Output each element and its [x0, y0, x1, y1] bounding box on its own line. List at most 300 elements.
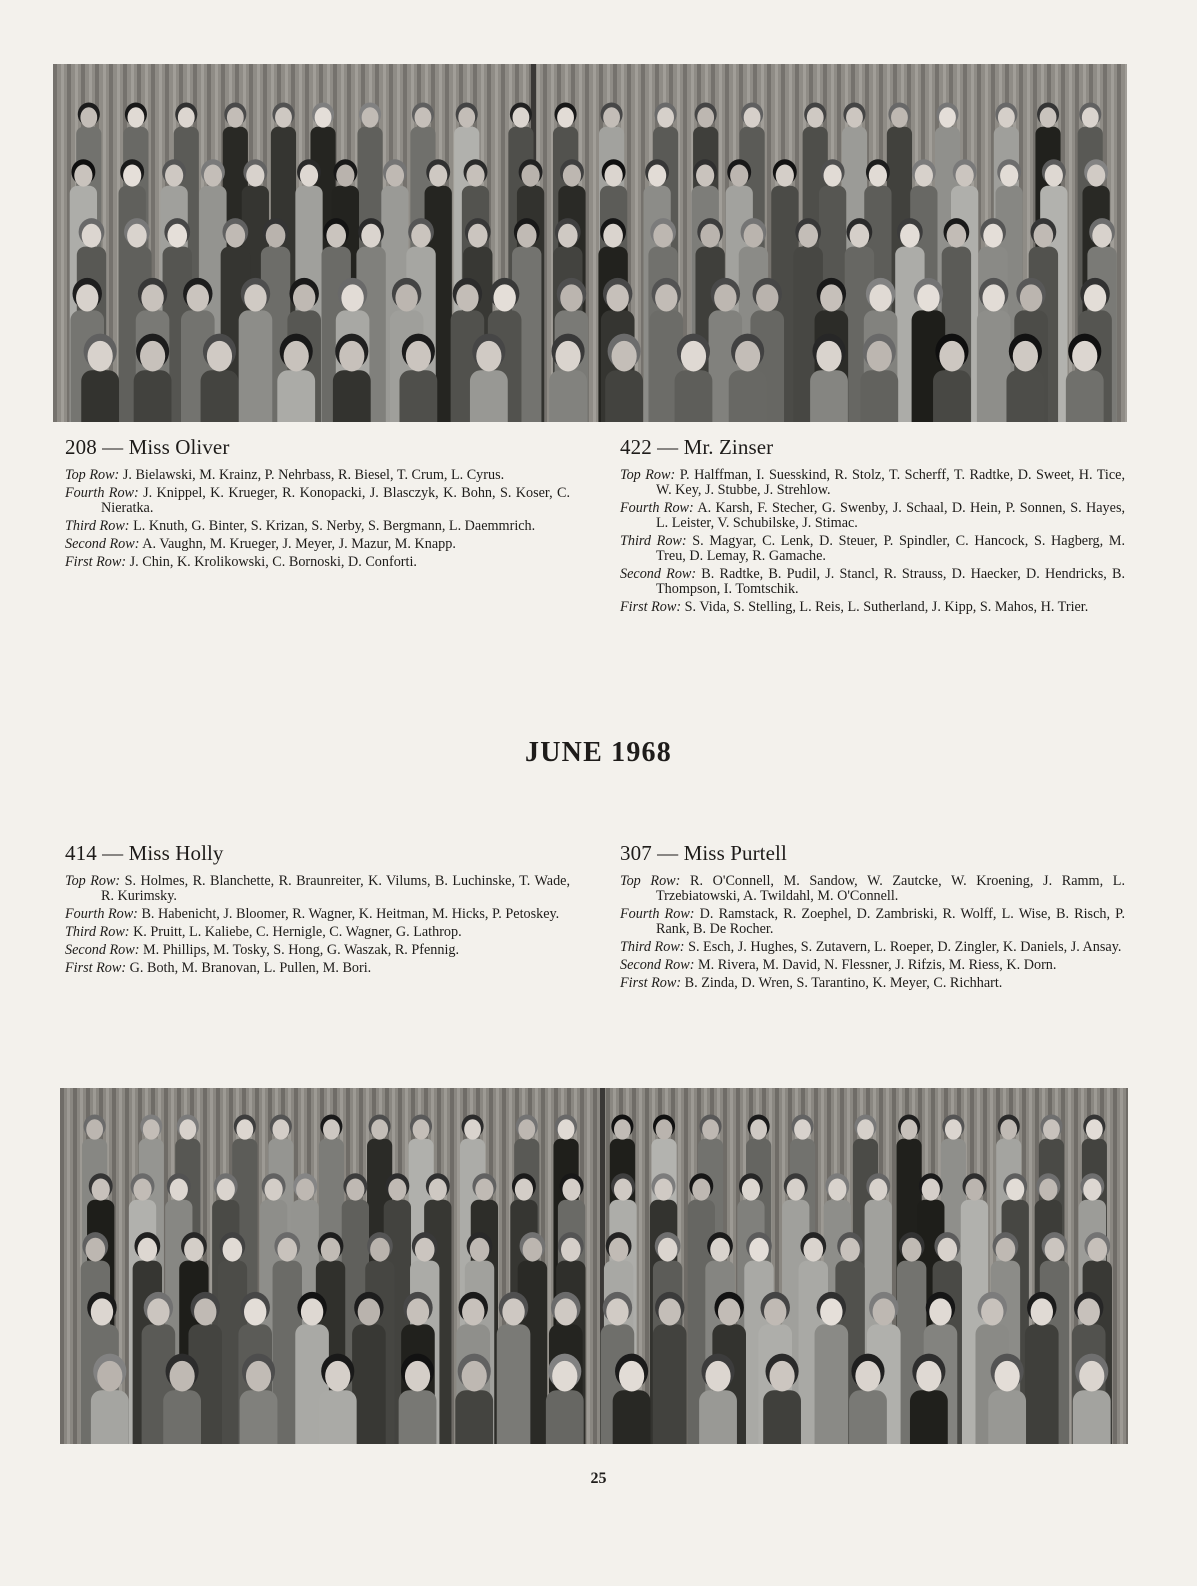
row-second — [620, 567, 1125, 597]
student-face — [1087, 1238, 1107, 1262]
student-face — [561, 1238, 581, 1262]
student-face — [603, 224, 623, 248]
row-label: Fourth Row: — [65, 485, 139, 501]
student-figure — [240, 1390, 278, 1444]
student-face — [388, 1179, 406, 1201]
student-face — [395, 284, 417, 311]
student-face — [502, 1298, 524, 1325]
student-face — [128, 107, 145, 127]
student-face — [654, 1179, 672, 1201]
student-face — [415, 107, 432, 127]
student-face — [515, 1179, 533, 1201]
student-face — [744, 224, 764, 248]
student-face — [692, 1179, 710, 1201]
student-face — [413, 1119, 430, 1139]
row-names: R. O'Connell, M. Sandow, W. Zautcke, W. Kroening, J. Ramm, L. Trzebiatowski, A. Twildahl, M. O'Connell. — [656, 873, 1125, 904]
student-face — [277, 1238, 297, 1262]
student-face — [301, 1298, 323, 1325]
student-face — [873, 1298, 895, 1325]
student-face — [705, 1361, 730, 1392]
student-face — [557, 107, 574, 127]
student-face — [1045, 1238, 1065, 1262]
student-face — [336, 165, 354, 187]
student-face — [855, 1361, 880, 1392]
row-label: Fourth Row: — [65, 906, 138, 922]
student-face — [244, 1298, 266, 1325]
student-face — [184, 1238, 204, 1262]
student-figure — [91, 1390, 129, 1444]
student-face — [321, 1238, 341, 1262]
student-face — [945, 1119, 962, 1139]
student-face — [869, 165, 887, 187]
student-face — [521, 165, 539, 187]
row-fourth — [65, 907, 570, 922]
student-face — [653, 224, 673, 248]
row-names: S. Vida, S. Stelling, L. Reis, L. Sutherland, J. Kipp, S. Mahos, H. Trier. — [684, 599, 1089, 615]
class-photo-bottom — [60, 1088, 1128, 1444]
student-face — [1072, 341, 1097, 372]
student-face — [603, 107, 620, 127]
row-names: D. Ramstack, R. Zoephel, D. Zambriski, R. Wolff, L. Wise, B. Risch, P. Rank, B. De Rocher. — [656, 906, 1126, 937]
student-face — [407, 1298, 429, 1325]
student-face — [227, 107, 244, 127]
student-figure — [1066, 370, 1104, 422]
student-figure — [277, 370, 315, 422]
student-face — [1000, 165, 1018, 187]
student-face — [386, 165, 404, 187]
student-face — [891, 107, 908, 127]
caption-heading: 422 — Mr. Zinser — [620, 435, 774, 459]
student-face — [869, 1179, 887, 1201]
student-face — [939, 107, 956, 127]
student-figure — [319, 1390, 357, 1444]
student-figure — [849, 1390, 887, 1444]
student-figure — [763, 1390, 801, 1444]
row-first — [65, 961, 570, 976]
student-face — [1083, 1179, 1101, 1201]
student-face — [346, 1179, 364, 1201]
row-second — [65, 537, 570, 552]
student-face — [82, 224, 102, 248]
student-face — [1020, 284, 1042, 311]
student-face — [648, 165, 666, 187]
page-title: JUNE 1968 — [525, 737, 672, 768]
student-face — [244, 284, 266, 311]
student-figure — [399, 370, 437, 422]
row-names: A. Karsh, F. Stecher, G. Swenby, J. Schaal, D. Hein, P. Sonnen, S. Hayes, L. Leister, V. Schubilske, J. Stimac. — [656, 500, 1126, 531]
student-face — [91, 1298, 113, 1325]
student-face — [702, 1119, 719, 1139]
row-third — [65, 519, 570, 534]
student-face — [656, 1119, 673, 1139]
student-face — [981, 1298, 1003, 1325]
student-figure — [352, 1324, 386, 1444]
student-face — [735, 341, 760, 372]
student-face — [929, 1298, 951, 1325]
student-face — [272, 1119, 289, 1139]
row-label: First Row: — [65, 960, 127, 976]
student-face — [750, 1119, 767, 1139]
student-face — [756, 284, 778, 311]
row-names: J. Chin, K. Krolikowski, C. Bornoski, D. Conforti. — [129, 554, 417, 570]
row-names: L. Knuth, G. Binter, S. Krizan, S. Nerby, S. Bergmann, L. Daemmrich. — [133, 518, 536, 534]
student-figure — [605, 370, 643, 422]
row-third — [65, 925, 570, 940]
student-face — [362, 107, 379, 127]
student-face — [563, 165, 581, 187]
student-face — [1087, 165, 1105, 187]
student-face — [555, 1298, 577, 1325]
student-face — [922, 1179, 940, 1201]
student-face — [1043, 1119, 1060, 1139]
student-face — [415, 1238, 435, 1262]
caption-heading: 307 — Miss Purtell — [620, 841, 787, 865]
student-face — [97, 1361, 122, 1392]
row-names: G. Both, M. Branovan, L. Pullen, M. Bori. — [129, 960, 372, 976]
student-face — [456, 284, 478, 311]
row-names: S. Holmes, R. Blanchette, R. Braunreiter, K. Vilums, B. Luchinske, T. Wade, R. Kurimsky. — [101, 873, 571, 904]
student-face — [1013, 341, 1038, 372]
student-face — [468, 224, 488, 248]
student-face — [1078, 1298, 1100, 1325]
student-face — [358, 1298, 380, 1325]
row-label: First Row: — [620, 975, 682, 991]
row-names: M. Rivera, M. David, N. Flessner, J. Rifzis, M. Riess, K. Dorn. — [698, 957, 1057, 973]
row-third — [620, 534, 1125, 564]
student-figure — [810, 370, 848, 422]
student-face — [80, 107, 97, 127]
student-face — [429, 1179, 447, 1201]
student-face — [965, 1179, 983, 1201]
student-face — [659, 1298, 681, 1325]
student-figure — [201, 370, 239, 422]
student-figure — [134, 370, 172, 422]
class-photo-top — [53, 64, 1127, 422]
student-face — [697, 107, 714, 127]
student-face — [127, 224, 147, 248]
student-face — [560, 284, 582, 311]
student-face — [275, 107, 292, 127]
student-face — [406, 341, 431, 372]
student-face — [718, 1298, 740, 1325]
student-face — [1084, 284, 1106, 311]
student-face — [86, 1238, 106, 1262]
student-face — [605, 165, 623, 187]
student-face — [937, 1238, 957, 1262]
student-figure — [860, 370, 898, 422]
student-face — [370, 1238, 390, 1262]
student-figure — [729, 370, 767, 422]
student-face — [769, 1361, 794, 1392]
student-figure — [163, 1390, 201, 1444]
student-face — [523, 1238, 543, 1262]
student-face — [293, 284, 315, 311]
student-face — [296, 1179, 314, 1201]
student-face — [1092, 224, 1112, 248]
row-fourth — [620, 501, 1125, 531]
student-face — [207, 341, 232, 372]
row-names: A. Vaughn, M. Krueger, J. Meyer, J. Mazur, M. Knapp. — [142, 536, 456, 552]
student-face — [147, 1298, 169, 1325]
caption-422-zinser — [620, 434, 1125, 618]
student-face — [405, 1361, 430, 1392]
student-figure — [988, 1390, 1026, 1444]
row-label: Top Row: — [65, 873, 121, 889]
student-figure — [815, 1324, 849, 1444]
student-face — [828, 1179, 846, 1201]
row-label: Third Row: — [620, 533, 687, 549]
student-figure — [549, 370, 587, 422]
student-face — [167, 224, 187, 248]
student-face — [614, 1179, 632, 1201]
row-label: Top Row: — [620, 467, 676, 483]
row-label: Second Row: — [65, 942, 140, 958]
student-face — [714, 284, 736, 311]
student-face — [657, 107, 674, 127]
student-face — [266, 224, 286, 248]
student-face — [1031, 1298, 1053, 1325]
student-face — [165, 165, 183, 187]
student-figure — [497, 1324, 531, 1444]
student-face — [655, 284, 677, 311]
student-face — [710, 1238, 730, 1262]
student-face — [816, 341, 841, 372]
student-face — [798, 224, 818, 248]
row-label: Third Row: — [65, 518, 130, 534]
student-face — [138, 1238, 158, 1262]
student-face — [696, 165, 714, 187]
student-face — [730, 165, 748, 187]
student-face — [339, 341, 364, 372]
student-face — [1040, 107, 1057, 127]
student-face — [776, 165, 794, 187]
row-names: B. Radtke, B. Pudil, J. Stancl, R. Strauss, D. Haecker, D. Hendricks, B. Thompson, I. Tomtschik. — [656, 566, 1126, 597]
student-face — [982, 284, 1004, 311]
student-figure — [1006, 370, 1044, 422]
row-first — [65, 555, 570, 570]
student-figure — [910, 1390, 948, 1444]
student-face — [995, 1361, 1020, 1392]
student-figure — [675, 370, 713, 422]
student-figure — [977, 310, 1011, 422]
student-face — [341, 284, 363, 311]
row-names: S. Esch, J. Hughes, S. Zutavern, L. Roeper, D. Zingler, K. Daniels, J. Ansay. — [688, 939, 1122, 955]
student-face — [140, 341, 165, 372]
student-face — [1034, 224, 1054, 248]
student-face — [143, 1119, 160, 1139]
caption-307-purtell — [620, 840, 1125, 994]
student-face — [681, 341, 706, 372]
row-second — [620, 958, 1125, 973]
student-face — [742, 1179, 760, 1201]
row-label: Fourth Row: — [620, 500, 694, 516]
student-face — [194, 1298, 216, 1325]
student-face — [915, 165, 933, 187]
class-photo-bottom-illustration — [60, 1088, 1128, 1444]
row-label: Top Row: — [65, 467, 120, 483]
student-figure — [239, 310, 273, 422]
student-face — [411, 224, 431, 248]
student-face — [820, 284, 842, 311]
row-fourth — [65, 486, 570, 516]
caption-heading: 414 — Miss Holly — [65, 841, 224, 865]
student-face — [619, 1361, 644, 1392]
student-face — [170, 1361, 195, 1392]
student-face — [804, 1238, 824, 1262]
student-face — [658, 1238, 678, 1262]
student-face — [187, 284, 209, 311]
student-face — [558, 1119, 575, 1139]
student-face — [92, 1179, 110, 1201]
student-face — [475, 1179, 493, 1201]
student-face — [820, 1298, 842, 1325]
student-face — [74, 165, 92, 187]
student-face — [513, 107, 530, 127]
row-first — [620, 600, 1125, 615]
student-figure — [1073, 1390, 1111, 1444]
student-figure — [653, 1324, 687, 1444]
row-label: First Row: — [65, 554, 127, 570]
row-third — [620, 940, 1125, 955]
student-face — [606, 284, 628, 311]
student-face — [371, 1119, 388, 1139]
student-face — [246, 1361, 271, 1392]
row-label: Fourth Row: — [620, 906, 695, 922]
student-face — [900, 224, 920, 248]
row-names: J. Knippel, K. Krueger, R. Konopacki, J. Blasczyk, K. Bohn, S. Koser, C. Nieratka. — [101, 485, 570, 516]
student-face — [606, 1298, 628, 1325]
student-face — [141, 284, 163, 311]
student-face — [323, 1119, 340, 1139]
student-face — [1000, 1119, 1017, 1139]
student-face — [917, 284, 939, 311]
student-face — [1006, 1179, 1024, 1201]
student-face — [998, 107, 1015, 127]
row-names: P. Halffman, I. Suesskind, R. Stolz, T. Scherff, T. Radtke, D. Sweet, H. Tice, W. Key, J. Stubbe, J. Strehlow. — [656, 467, 1126, 498]
student-face — [284, 341, 309, 372]
student-figure — [1025, 1324, 1059, 1444]
student-figure — [699, 1390, 737, 1444]
student-face — [325, 1361, 350, 1392]
caption-414-holly — [65, 840, 570, 979]
class-photo-top-illustration — [53, 64, 1127, 422]
student-face — [458, 107, 475, 127]
student-face — [464, 1119, 481, 1139]
student-face — [470, 1238, 490, 1262]
student-face — [840, 1238, 860, 1262]
row-top — [65, 468, 570, 483]
student-face — [429, 165, 447, 187]
row-fourth — [620, 907, 1125, 937]
row-label: Second Row: — [65, 536, 140, 552]
student-face — [326, 224, 346, 248]
student-face — [555, 341, 580, 372]
student-face — [236, 1119, 253, 1139]
student-face — [226, 224, 246, 248]
student-figure — [933, 370, 971, 422]
student-face — [1086, 1119, 1103, 1139]
student-face — [315, 107, 332, 127]
student-face — [76, 284, 98, 311]
student-figure — [81, 370, 119, 422]
row-second — [65, 943, 570, 958]
student-figure — [613, 1390, 651, 1444]
student-face — [901, 1119, 918, 1139]
student-face — [749, 1238, 769, 1262]
student-face — [178, 107, 195, 127]
student-face — [867, 341, 892, 372]
student-figure — [470, 370, 508, 422]
student-figure — [455, 1390, 493, 1444]
student-face — [612, 341, 637, 372]
student-face — [700, 224, 720, 248]
student-face — [939, 341, 964, 372]
row-label: Third Row: — [65, 924, 130, 940]
student-face — [846, 107, 863, 127]
student-face — [824, 165, 842, 187]
row-names: B. Habenicht, J. Bloomer, R. Wagner, K. Heitman, M. Hicks, P. Petoskey. — [141, 906, 560, 922]
student-face — [517, 224, 537, 248]
student-face — [552, 1361, 577, 1392]
student-face — [1079, 1361, 1104, 1392]
student-face — [300, 165, 318, 187]
student-face — [787, 1179, 805, 1201]
row-label: First Row: — [620, 599, 682, 615]
row-names: B. Zinda, D. Wren, S. Tarantino, K. Meyer, C. Richhart. — [684, 975, 1003, 991]
student-face — [246, 165, 264, 187]
row-label: Top Row: — [620, 873, 681, 889]
row-label: Second Row: — [620, 957, 695, 973]
student-face — [869, 284, 891, 311]
student-face — [947, 224, 967, 248]
row-names: S. Magyar, C. Lenk, D. Steuer, P. Spindler, C. Hancock, S. Hagberg, M. Treu, D. Lemay, R. Gamache. — [656, 533, 1126, 564]
page-number: 25 — [590, 1470, 607, 1487]
row-top — [620, 874, 1125, 904]
student-face — [462, 1361, 487, 1392]
row-first — [620, 976, 1125, 991]
row-names: M. Phillips, M. Tosky, S. Hong, G. Waszak, R. Pfennig. — [143, 942, 460, 958]
student-face — [123, 165, 141, 187]
row-label: Third Row: — [620, 939, 685, 955]
student-face — [133, 1179, 151, 1201]
student-face — [916, 1361, 941, 1392]
student-face — [223, 1238, 243, 1262]
student-face — [361, 224, 381, 248]
student-face — [902, 1238, 922, 1262]
row-names: J. Bielawski, M. Krainz, P. Nehrbass, R. Biesel, T. Crum, L. Cyrus. — [122, 467, 505, 483]
student-face — [204, 165, 222, 187]
student-face — [265, 1179, 283, 1201]
student-face — [217, 1179, 235, 1201]
student-face — [614, 1119, 631, 1139]
student-face — [170, 1179, 188, 1201]
student-face — [558, 224, 578, 248]
student-face — [857, 1119, 874, 1139]
student-face — [562, 1179, 580, 1201]
student-face — [609, 1238, 629, 1262]
student-face — [1082, 107, 1099, 127]
caption-heading: 208 — Miss Oliver — [65, 435, 230, 459]
row-names: K. Pruitt, L. Kaliebe, C. Hernigle, C. Wagner, G. Lathrop. — [133, 924, 462, 940]
student-face — [807, 107, 824, 127]
student-face — [476, 341, 501, 372]
student-face — [996, 1238, 1016, 1262]
student-face — [794, 1119, 811, 1139]
student-figure — [546, 1390, 584, 1444]
student-face — [88, 341, 113, 372]
row-top — [65, 874, 570, 904]
row-label: Second Row: — [620, 566, 697, 582]
